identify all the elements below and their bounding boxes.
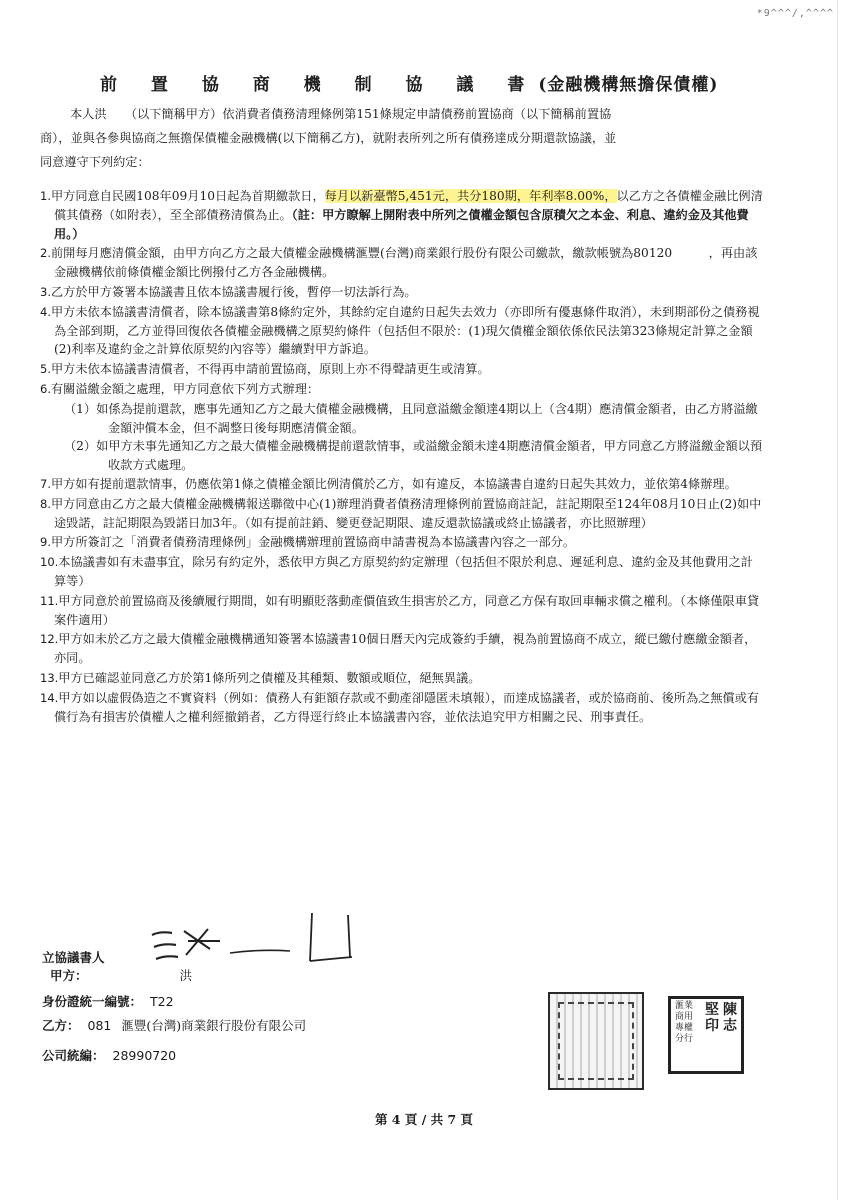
clause-6: 6.有關溢繳金額之處理，甲方同意依下列方式辦理： [40,381,320,396]
clause-2: 2.前開每月應清償金額，由甲方向乙方之最大債權金融機構滙豐(台灣)商業銀行股份有限公司繳款，繳款帳號為80120 ，再由該金融機構依前條債權金額比例撥付乙方各金融機構。 [40,246,758,280]
signer-label: 立協議書人 [42,950,105,965]
clause-13: 13.甲方已確認並同意乙方於第1條所列之債權及其種類、數額或順位，絕無異議。 [40,670,481,685]
company-id-row: 公司統編： 28990720 [42,1048,177,1063]
document-title [100,70,800,95]
title-suffix: (金融機構無擔保債權) [538,75,719,95]
handwritten-signature [150,905,370,965]
title-main: 前 置 協 商 機 制 協 議 書 [100,75,539,95]
clause-6-item-1: （1）如係為提前還款，應事先通知乙方之最大債權金融機構，且同意溢繳金額達4期以上（含4期）應清償金額者，由乙方將溢繳金額沖償本金，但不調整日後每期應清償金額。 [64,401,758,435]
clause-14: 14.甲方如以虛假偽造之不實資料（例如：債務人有鉅額存款或不動產卻隱匿未填報），而達成協議者，或於協商前、後所為之無償或有償行為有損害於債權人之權利經撤銷者，乙方得逕行終止本協議書內容，並依法追究甲方相關之民、刑事責任。 [40,690,760,724]
clause-10: 10.本協議書如有未盡事宜，除另有約定外，悉依甲方與乙方原契約約定辦理（包括但不限於利息、遲延利息、違約金及其他費用之計算等） [40,555,753,588]
clause-9: 9.甲方所簽訂之「消費者債務清理條例」金融機構辦理前置協商申請書視為本協議書內容之一部分。 [40,535,576,550]
party-a-value: 洪 [179,968,193,983]
id-row: 身份證統一編號： T22 [42,994,174,1009]
intro-paragraph [40,102,762,174]
scan-edge-line [837,0,838,1200]
clause-7: 7.甲方如有提前還款情事，仍應依第1條之債權金額比例清償於乙方，如有違反，本協議書自違約日起失其效力，並依第4條辦理。 [40,476,737,491]
intro-line-2: 商），並與各參與協商之無擔保債權金融機構(以下簡稱乙方)，就附表所列之所有債務達成分期還款協議，並 [40,131,617,145]
representative-seal: 陳志 堅印 滙業商用專權分行 [668,996,744,1074]
party-b-code: 081 [87,1018,112,1033]
clause-3: 3.乙方於甲方簽署本協議書且依本協議書履行後，暫停一切法訴行為。 [40,284,417,299]
clause-5: 5.甲方未依本協議書清償者，不得再申請前置協商，原則上亦不得聲請更生或清算。 [40,362,490,377]
clause-1: 1.甲方同意自民國108年09月10日起為首期繳款日，每月以新臺幣5,451元，共分180期，年利率8.00%，以乙方之各債權金融比例清償其債務（如附表），至全部債務清償為止。（註：甲方瞭解上開附表中所列之債權金額包含原積欠之本金、利息、違約金及其他費用。） [40,189,763,241]
party-b-row: 乙方： 081 滙豐(台灣)商業銀行股份有限公司 [42,1018,307,1033]
party-a-row: 甲方： 洪 [50,968,193,983]
clause-11: 11.甲方同意於前置協商及後續履行期間，如有明顯貶落動產價值致生損害於乙方，同意乙方保有取回車輛求償之權利。（本條僅限車貸案件適用） [40,593,760,627]
page-number: 第 4 頁 / 共 7 頁 [374,1112,474,1127]
company-id-value: 28990720 [112,1048,177,1063]
intro-line-3: 同意遵守下列約定： [40,155,150,169]
highlighted-payment-terms: 每月以新臺幣5,451元，共分180期，年利率8.00%， [324,189,617,203]
bank-company-seal [548,992,644,1090]
corner-mark: *9^^^/,^^^^ [756,8,834,19]
clause-8: 8.甲方同意由乙方之最大債權金融機構報送聯徵中心(1)辦理消費者債務清理條例前置協商註記，註記期限至124年08月10日止(2)如中途毀諾，註記期限為毀諾日加3年。（如有提前註銷、變更登記期限、違反還款協議或終止協議者，亦比照辦理） [40,496,762,530]
clause-6-item-2: （2）如甲方未事先通知乙方之最大債權金融機構提前還款情事，或溢繳金額未達4期應清償金額者，甲方同意乙方將溢繳金額以預收款方式處理。 [64,439,763,473]
clause-12: 12.甲方如未於乙方之最大債權金融機構通知簽署本協議書10個日曆天內完成簽約手續，視為前置協商不成立，縱已繳付應繳金額者，亦同。 [40,632,757,666]
clause-4: 4.甲方未依本協議書清償者，除本協議書第8條約定外，其餘約定自違約日起失去效力（亦即所有優惠條件取消），未到期部份之債務視為全部到期，乙方並得回復依各債權金融機構之原契約條件（包括但不限於：(1)現欠債權金額依係依民法第323條規定計算之金額(2)利率及違約金之計算依原契約內容等）繼續對甲方訴追。 [40,304,760,357]
party-b-name: 滙豐(台灣)商業銀行股份有限公司 [121,1018,307,1033]
clauses-list [40,187,765,727]
id-value: T22 [150,994,174,1009]
intro-line-1: 本人洪 （以下簡稱甲方）依消費者債務清理條例第151條規定申請債務前置協商（以下簡稱前置協 [70,107,612,121]
